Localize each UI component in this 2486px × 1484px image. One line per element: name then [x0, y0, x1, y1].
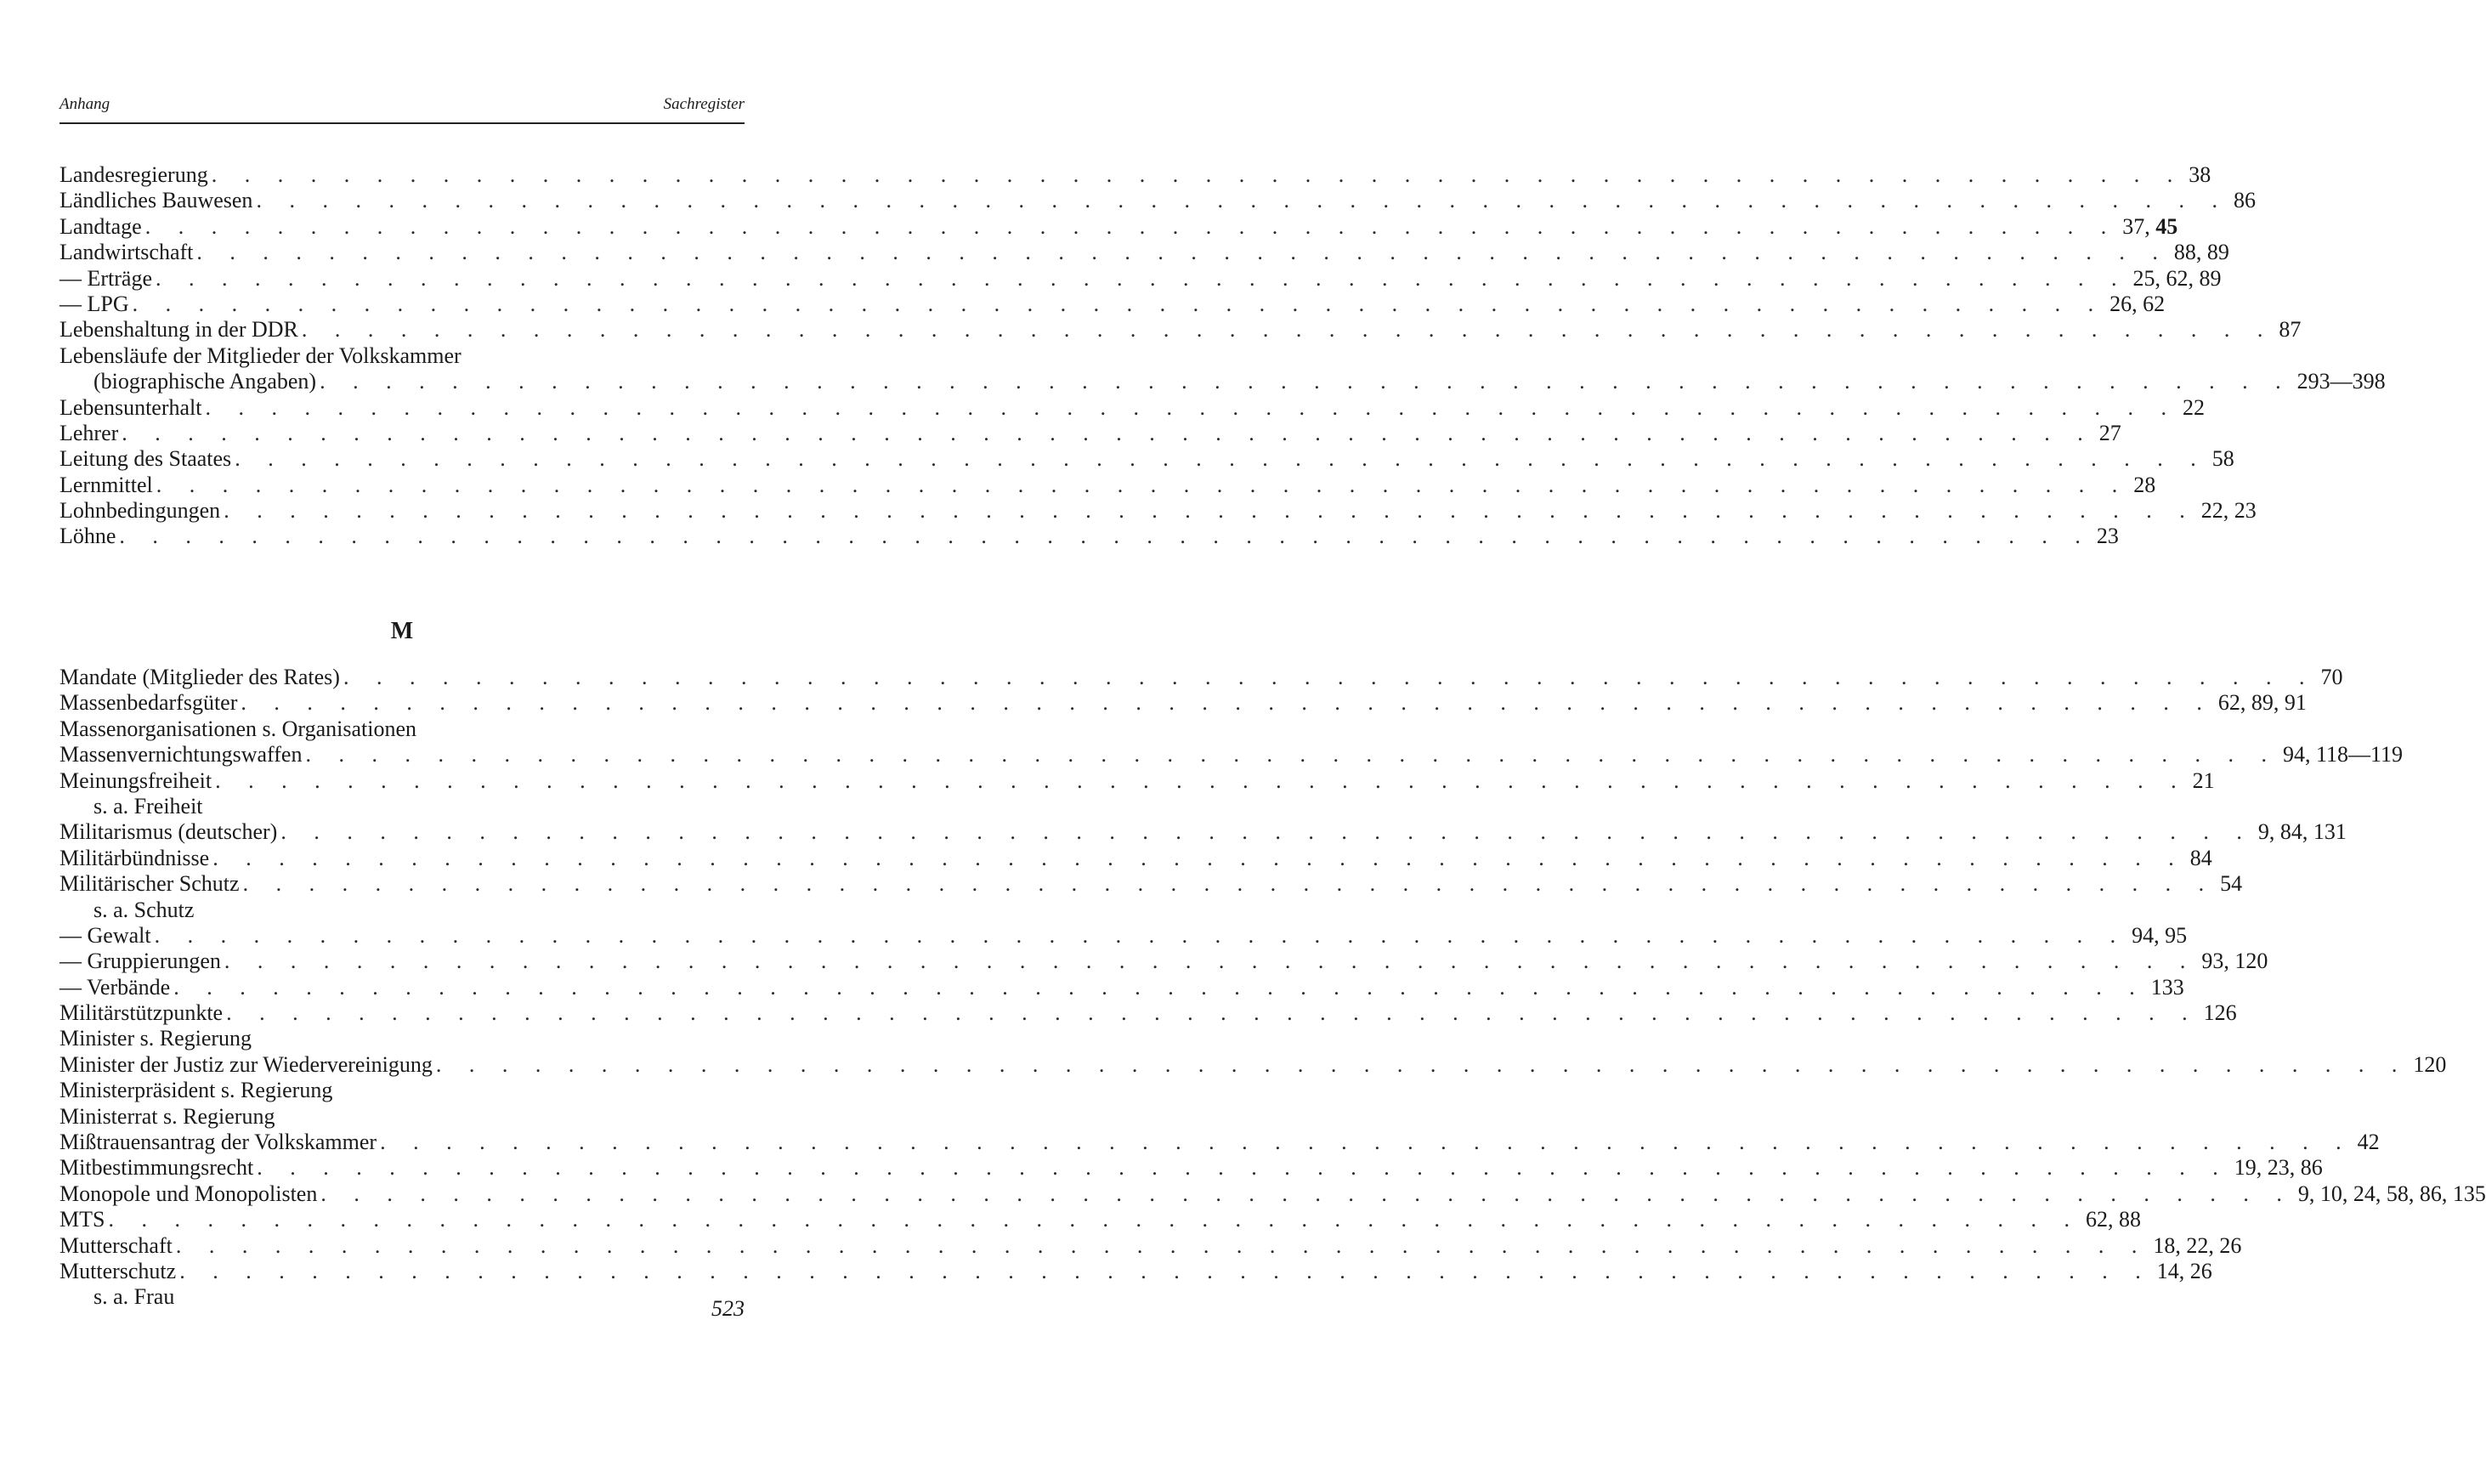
dot-leader: . . . . . . . . . . . . . . . . . . . . . . . . . . . . . . . . . . . . . . . . . . . . . . . . . . . . . . . . . . . . — [179, 1258, 2152, 1283]
pages-text: 133 — [2150, 974, 2184, 1000]
index-pages — [2293, 1181, 2486, 1207]
index-pages — [2215, 871, 2242, 897]
dot-leader: . . . . . . . . . . . . . . . . . . . . . . . . . . . . . . . . . . . . . . . . . . . . . . . . . . . . . . . . . . . . — [380, 1130, 2353, 1155]
index-entry — [59, 717, 745, 742]
index-section-m — [59, 665, 2486, 1311]
index-entry — [59, 1078, 745, 1103]
dot-leader: . . . . . . . . . . . . . . . . . . . . . . . . . . . . . . . . . . . . . . . . . . . . . . . . . . . . . . . . . . . . — [173, 974, 2146, 1000]
index-term: Militärischer Schutz — [59, 871, 240, 897]
index-term: Militärstützpunkte — [59, 1000, 224, 1026]
index-term: Mutterschaft — [59, 1232, 173, 1258]
dot-leader: . . . . . . . . . . . . . . . . . . . . . . . . . . . . . . . . . . . . . . . . . . . . . . . . . . . . . . . . . . . . — [108, 1207, 2081, 1232]
dot-leader: . . . . . . . . . . . . . . . . . . . . . . . . . . . . . . . . . . . . . . . . . . . . . . . . . . . . . . . . . . . . — [205, 394, 2177, 420]
dot-leader: . . . . . . . . . . . . . . . . . . . . . . . . . . . . . . . . . . . . . . . . . . . . . . . . . . . . . . . . . . . . — [122, 420, 2094, 445]
dot-leader: . . . . . . . . . . . . . . . . . . . . . . . . . . . . . . . . . . . . . . . . . . . . . . . . . . . . . . . . . . . . — [132, 291, 2105, 316]
index-term: Mitbestimmungsrecht — [59, 1155, 254, 1181]
index-entry — [59, 394, 2205, 421]
index-term: Lehrer — [59, 420, 119, 445]
pages-text: 9, 84, 131 — [2257, 819, 2347, 845]
index-pages — [2228, 188, 2256, 213]
index-pages — [2117, 214, 2177, 240]
pages-text: 18, 22, 26 — [2153, 1232, 2242, 1258]
section-letter: M — [390, 618, 414, 644]
pages-text: 21 — [2192, 767, 2215, 793]
index-pages — [2253, 819, 2347, 845]
index-pages — [2177, 395, 2205, 421]
index-pages — [2278, 742, 2403, 767]
dot-leader: . . . . . . . . . . . . . . . . . . . . . . . . . . . . . . . . . . . . . . . . . . . . . . . . . . . . . . . . . . . . — [144, 213, 2118, 239]
index-section-l — [59, 162, 2386, 550]
index-pages — [2146, 975, 2184, 1000]
index-term: — LPG — [59, 291, 129, 316]
index-entry — [59, 949, 2268, 974]
dot-leader: . . . . . . . . . . . . . . . . . . . . . . . . . . . . . . . . . . . . . . . . . . . . . . . . . . . . . . . . . . . . — [226, 1000, 2199, 1026]
pages-text: 84 — [2189, 845, 2212, 870]
index-entry — [59, 1000, 2237, 1026]
pages-text: 28 — [2133, 472, 2156, 497]
index-entry — [59, 343, 745, 369]
index-pages — [2081, 1207, 2141, 1232]
index-term: s. a. Frau — [93, 1284, 175, 1310]
index-entry — [59, 794, 745, 819]
index-term: s. a. Schutz — [93, 897, 195, 922]
dot-leader: . . . . . . . . . . . . . . . . . . . . . . . . . . . . . . . . . . . . . . . . . . . . . . . . . . . . . . . . . . . . — [343, 665, 2316, 689]
index-entry — [59, 317, 2302, 343]
index-term: Lernmittel — [59, 472, 153, 497]
index-entry — [59, 1104, 745, 1130]
index-entry — [59, 1130, 2380, 1155]
index-term: s. a. Freiheit — [93, 793, 203, 818]
dot-leader: . . . . . . . . . . . . . . . . . . . . . . . . . . . . . . . . . . . . . . . . . . . . . . . . . . . . . . . . . . . . — [301, 317, 2274, 343]
index-term: Militarismus (deutscher) — [59, 819, 278, 845]
index-entry — [59, 498, 2257, 524]
page-number: 523 — [711, 1296, 745, 1321]
index-entry — [59, 1207, 2141, 1232]
index-entry — [59, 1155, 2323, 1181]
index-pages — [2152, 1259, 2212, 1284]
index-entry — [59, 665, 2343, 690]
index-term: Meinungsfreiheit — [59, 767, 212, 793]
index-entry — [59, 1181, 2486, 1207]
index-entry — [59, 819, 2347, 845]
pages-text: 19, 23, 86 — [2234, 1155, 2323, 1181]
index-term: MTS — [59, 1207, 105, 1232]
index-pages — [2126, 923, 2187, 949]
index-term: (biographische Angaben) — [93, 369, 317, 394]
index-term: Militärbündnisse — [59, 845, 210, 870]
index-term: Lebensunterhalt — [59, 394, 202, 420]
index-term: Ländliches Bauwesen — [59, 188, 253, 213]
index-term: — Verbände — [59, 974, 171, 1000]
pages-text: 25, 62, 89 — [2132, 265, 2222, 291]
pages-text: 62, 89, 91 — [2217, 690, 2307, 716]
index-entry — [59, 446, 2234, 472]
index-entry — [59, 1026, 745, 1051]
index-entry — [59, 524, 2119, 549]
index-pages — [2196, 949, 2268, 974]
index-term: Landesregierung — [59, 162, 208, 187]
index-entry — [59, 240, 2229, 265]
dot-leader: . . . . . . . . . . . . . . . . . . . . . . . . . . . . . . . . . . . . . . . . . . . . . . . . . . . . . . . . . . . . — [256, 188, 2228, 213]
pages-text: 42 — [2357, 1130, 2380, 1155]
index-term: Mutterschutz — [59, 1258, 177, 1283]
dot-leader: . . . . . . . . . . . . . . . . . . . . . . . . . . . . . . . . . . . . . . . . . . . . . . . . . . . . . . . . . . . . — [156, 265, 2128, 291]
index-term: Minister der Justiz zur Wiedervereinigung — [59, 1051, 433, 1077]
index-pages — [2274, 317, 2301, 343]
index-term: Massenbedarfsgüter — [59, 690, 238, 716]
index-term: Lohnbedingungen — [59, 498, 221, 524]
dot-leader: . . . . . . . . . . . . . . . . . . . . . . . . . . . . . . . . . . . . . . . . . . . . . . . . . . . . . . . . . . . . — [154, 922, 2127, 948]
index-term: — Gewalt — [59, 922, 151, 948]
index-pages — [2408, 1052, 2446, 1078]
index-pages — [2353, 1130, 2380, 1155]
index-pages — [2104, 292, 2165, 317]
index-entry — [59, 188, 2256, 213]
pages-text: 120 — [2413, 1051, 2447, 1077]
pages-text: 87 — [2279, 317, 2302, 343]
running-header — [59, 93, 745, 124]
index-entry — [59, 898, 745, 923]
index-term: — Gruppierungen — [59, 949, 221, 974]
dot-leader: . . . . . . . . . . . . . . . . . . . . . . . . . . . . . . . . . . . . . . . . . . . . . . . . . . . . . . . . . . . . — [211, 162, 2184, 187]
pages-text: 58 — [2211, 446, 2234, 472]
dot-leader: . . . . . . . . . . . . . . . . . . . . . . . . . . . . . . . . . . . . . . . . . . . . . . . . . . . . . . . . . . . . — [224, 498, 2196, 524]
dot-leader: . . . . . . . . . . . . . . . . . . . . . . . . . . . . . . . . . . . . . . . . . . . . . . . . . . . . . . . . . . . . — [119, 524, 2092, 549]
index-term: Lebenshaltung in der DDR — [59, 317, 298, 343]
pages-text: 54 — [2220, 871, 2243, 897]
index-entry — [59, 420, 2121, 446]
index-entry — [59, 1051, 2447, 1078]
index-entry — [59, 690, 2307, 716]
index-entry — [59, 871, 2243, 897]
index-entry — [59, 472, 2156, 498]
dot-leader: . . . . . . . . . . . . . . . . . . . . . . . . . . . . . . . . . . . . . . . . . . . . . . . . . . . . . . . . . . . . — [215, 767, 2188, 793]
index-pages — [2229, 1155, 2323, 1181]
index-term: Landwirtschaft — [59, 240, 194, 265]
index-term: Monopole und Monopolisten — [59, 1181, 318, 1206]
pages-text: 22 — [2183, 394, 2205, 420]
dot-leader: . . . . . . . . . . . . . . . . . . . . . . . . . . . . . . . . . . . . . . . . . . . . . . . . . . . . . . . . . . . . — [212, 845, 2185, 870]
index-pages — [2094, 421, 2121, 446]
index-term: Lebensläufe der Mitglieder der Volkskammer — [59, 343, 462, 368]
index-entry — [59, 213, 2178, 240]
index-term: Massenvernichtungswaffen — [59, 742, 303, 767]
dot-leader: . . . . . . . . . . . . . . . . . . . . . . . . . . . . . . . . . . . . . . . . . . . . . . . . . . . . . . . . . . . . — [305, 742, 2278, 767]
index-pages — [2092, 524, 2119, 549]
index-entry — [59, 162, 2211, 188]
index-entry — [59, 1284, 745, 1310]
index-entry — [59, 1258, 2212, 1284]
index-entry — [59, 845, 2212, 871]
pages-text: 94, 118—119 — [2282, 742, 2404, 767]
index-entry — [59, 742, 2404, 767]
index-term: Mißtrauensantrag der Volkskammer — [59, 1130, 377, 1155]
index-pages — [2292, 369, 2386, 394]
dot-leader: . . . . . . . . . . . . . . . . . . . . . . . . . . . . . . . . . . . . . . . . . . . . . . . . . . . . . . . . . . . . — [156, 472, 2129, 497]
index-term: Ministerpräsident s. Regierung — [59, 1078, 333, 1103]
dot-leader: . . . . . . . . . . . . . . . . . . . . . . . . . . . . . . . . . . . . . . . . . . . . . . . . . . . . . . . . . . . . — [242, 871, 2216, 897]
pages-text: 86 — [2233, 188, 2256, 213]
index-term: Minister s. Regierung — [59, 1026, 252, 1051]
index-term: Leitung des Staates — [59, 446, 232, 472]
index-pages — [2169, 240, 2229, 265]
dot-leader: . . . . . . . . . . . . . . . . . . . . . . . . . . . . . . . . . . . . . . . . . . . . . . . . . . . . . . . . . . . . — [280, 819, 2253, 845]
index-pages — [2128, 266, 2222, 292]
index-pages — [2213, 690, 2307, 716]
dot-leader: . . . . . . . . . . . . . . . . . . . . . . . . . . . . . . . . . . . . . . . . . . . . . . . . . . . . . . . . . . . . — [241, 690, 2213, 716]
index-entry — [59, 265, 2222, 292]
pages-text: 9, 10, 24, 58, 86, 135 — [2297, 1181, 2486, 1206]
dot-leader: . . . . . . . . . . . . . . . . . . . . . . . . . . . . . . . . . . . . . . . . . . . . . . . . . . . . . . . . . . . . — [320, 1181, 2293, 1206]
dot-leader: . . . . . . . . . . . . . . . . . . . . . . . . . . . . . . . . . . . . . . . . . . . . . . . . . . . . . . . . . . . . — [320, 369, 2292, 394]
index-pages — [2315, 665, 2342, 690]
dot-leader: . . . . . . . . . . . . . . . . . . . . . . . . . . . . . . . . . . . . . . . . . . . . . . . . . . . . . . . . . . . . — [435, 1051, 2409, 1077]
index-entry — [59, 369, 2386, 394]
dot-leader: . . . . . . . . . . . . . . . . . . . . . . . . . . . . . . . . . . . . . . . . . . . . . . . . . . . . . . . . . . . . — [175, 1232, 2149, 1258]
pages-text: 23 — [2096, 524, 2119, 549]
index-pages — [2128, 473, 2155, 498]
dot-leader: . . . . . . . . . . . . . . . . . . . . . . . . . . . . . . . . . . . . . . . . . . . . . . . . . . . . . . . . . . . . — [257, 1155, 2229, 1181]
header-right: Sachregister — [663, 95, 745, 113]
pages-text: 22, 23 — [2200, 498, 2257, 524]
pages-text: 293—398 — [2296, 369, 2386, 394]
index-pages — [2148, 1233, 2241, 1259]
pages-text: 38 — [2189, 162, 2211, 187]
index-pages — [2183, 162, 2211, 188]
index-pages — [2207, 446, 2234, 472]
index-pages — [2185, 846, 2212, 871]
index-pages — [2196, 498, 2257, 524]
pages-text: 27 — [2098, 420, 2121, 445]
dot-leader: . . . . . . . . . . . . . . . . . . . . . . . . . . . . . . . . . . . . . . . . . . . . . . . . . . . . . . . . . . . . — [196, 240, 2169, 265]
index-term: Ministerrat s. Regierung — [59, 1103, 275, 1129]
pages-text: 14, 26 — [2156, 1258, 2212, 1283]
dot-leader: . . . . . . . . . . . . . . . . . . . . . . . . . . . . . . . . . . . . . . . . . . . . . . . . . . . . . . . . . . . . — [224, 949, 2197, 974]
index-entry — [59, 922, 2188, 949]
pages-text: 93, 120 — [2201, 949, 2268, 974]
index-term: Massenorganisationen s. Organisationen — [59, 716, 417, 741]
pages-text: 26, 62 — [2109, 291, 2166, 316]
index-term: — Erträge — [59, 265, 153, 291]
index-term: Löhne — [59, 524, 116, 549]
index-term: Mandate (Mitglieder des Rates) — [59, 665, 340, 689]
index-term: Landtage — [59, 213, 142, 239]
pages-text: 88, 89 — [2173, 240, 2229, 265]
index-entry — [59, 291, 2166, 317]
dot-leader: . . . . . . . . . . . . . . . . . . . . . . . . . . . . . . . . . . . . . . . . . . . . . . . . . . . . . . . . . . . . — [235, 446, 2207, 472]
pages-text: 70 — [2320, 665, 2343, 689]
pages-text: 94, 95 — [2132, 922, 2188, 948]
pages-bold: 45 — [2155, 213, 2178, 239]
index-pages — [2188, 768, 2215, 794]
header-left: Anhang — [59, 95, 110, 113]
index-entry — [59, 1232, 2242, 1259]
index-entry — [59, 767, 2215, 794]
pages-text: 62, 88 — [2085, 1207, 2141, 1232]
pages-text: 126 — [2203, 1000, 2237, 1026]
index-pages — [2199, 1000, 2237, 1026]
pages-text: 37, — [2122, 213, 2150, 239]
index-entry — [59, 974, 2184, 1000]
